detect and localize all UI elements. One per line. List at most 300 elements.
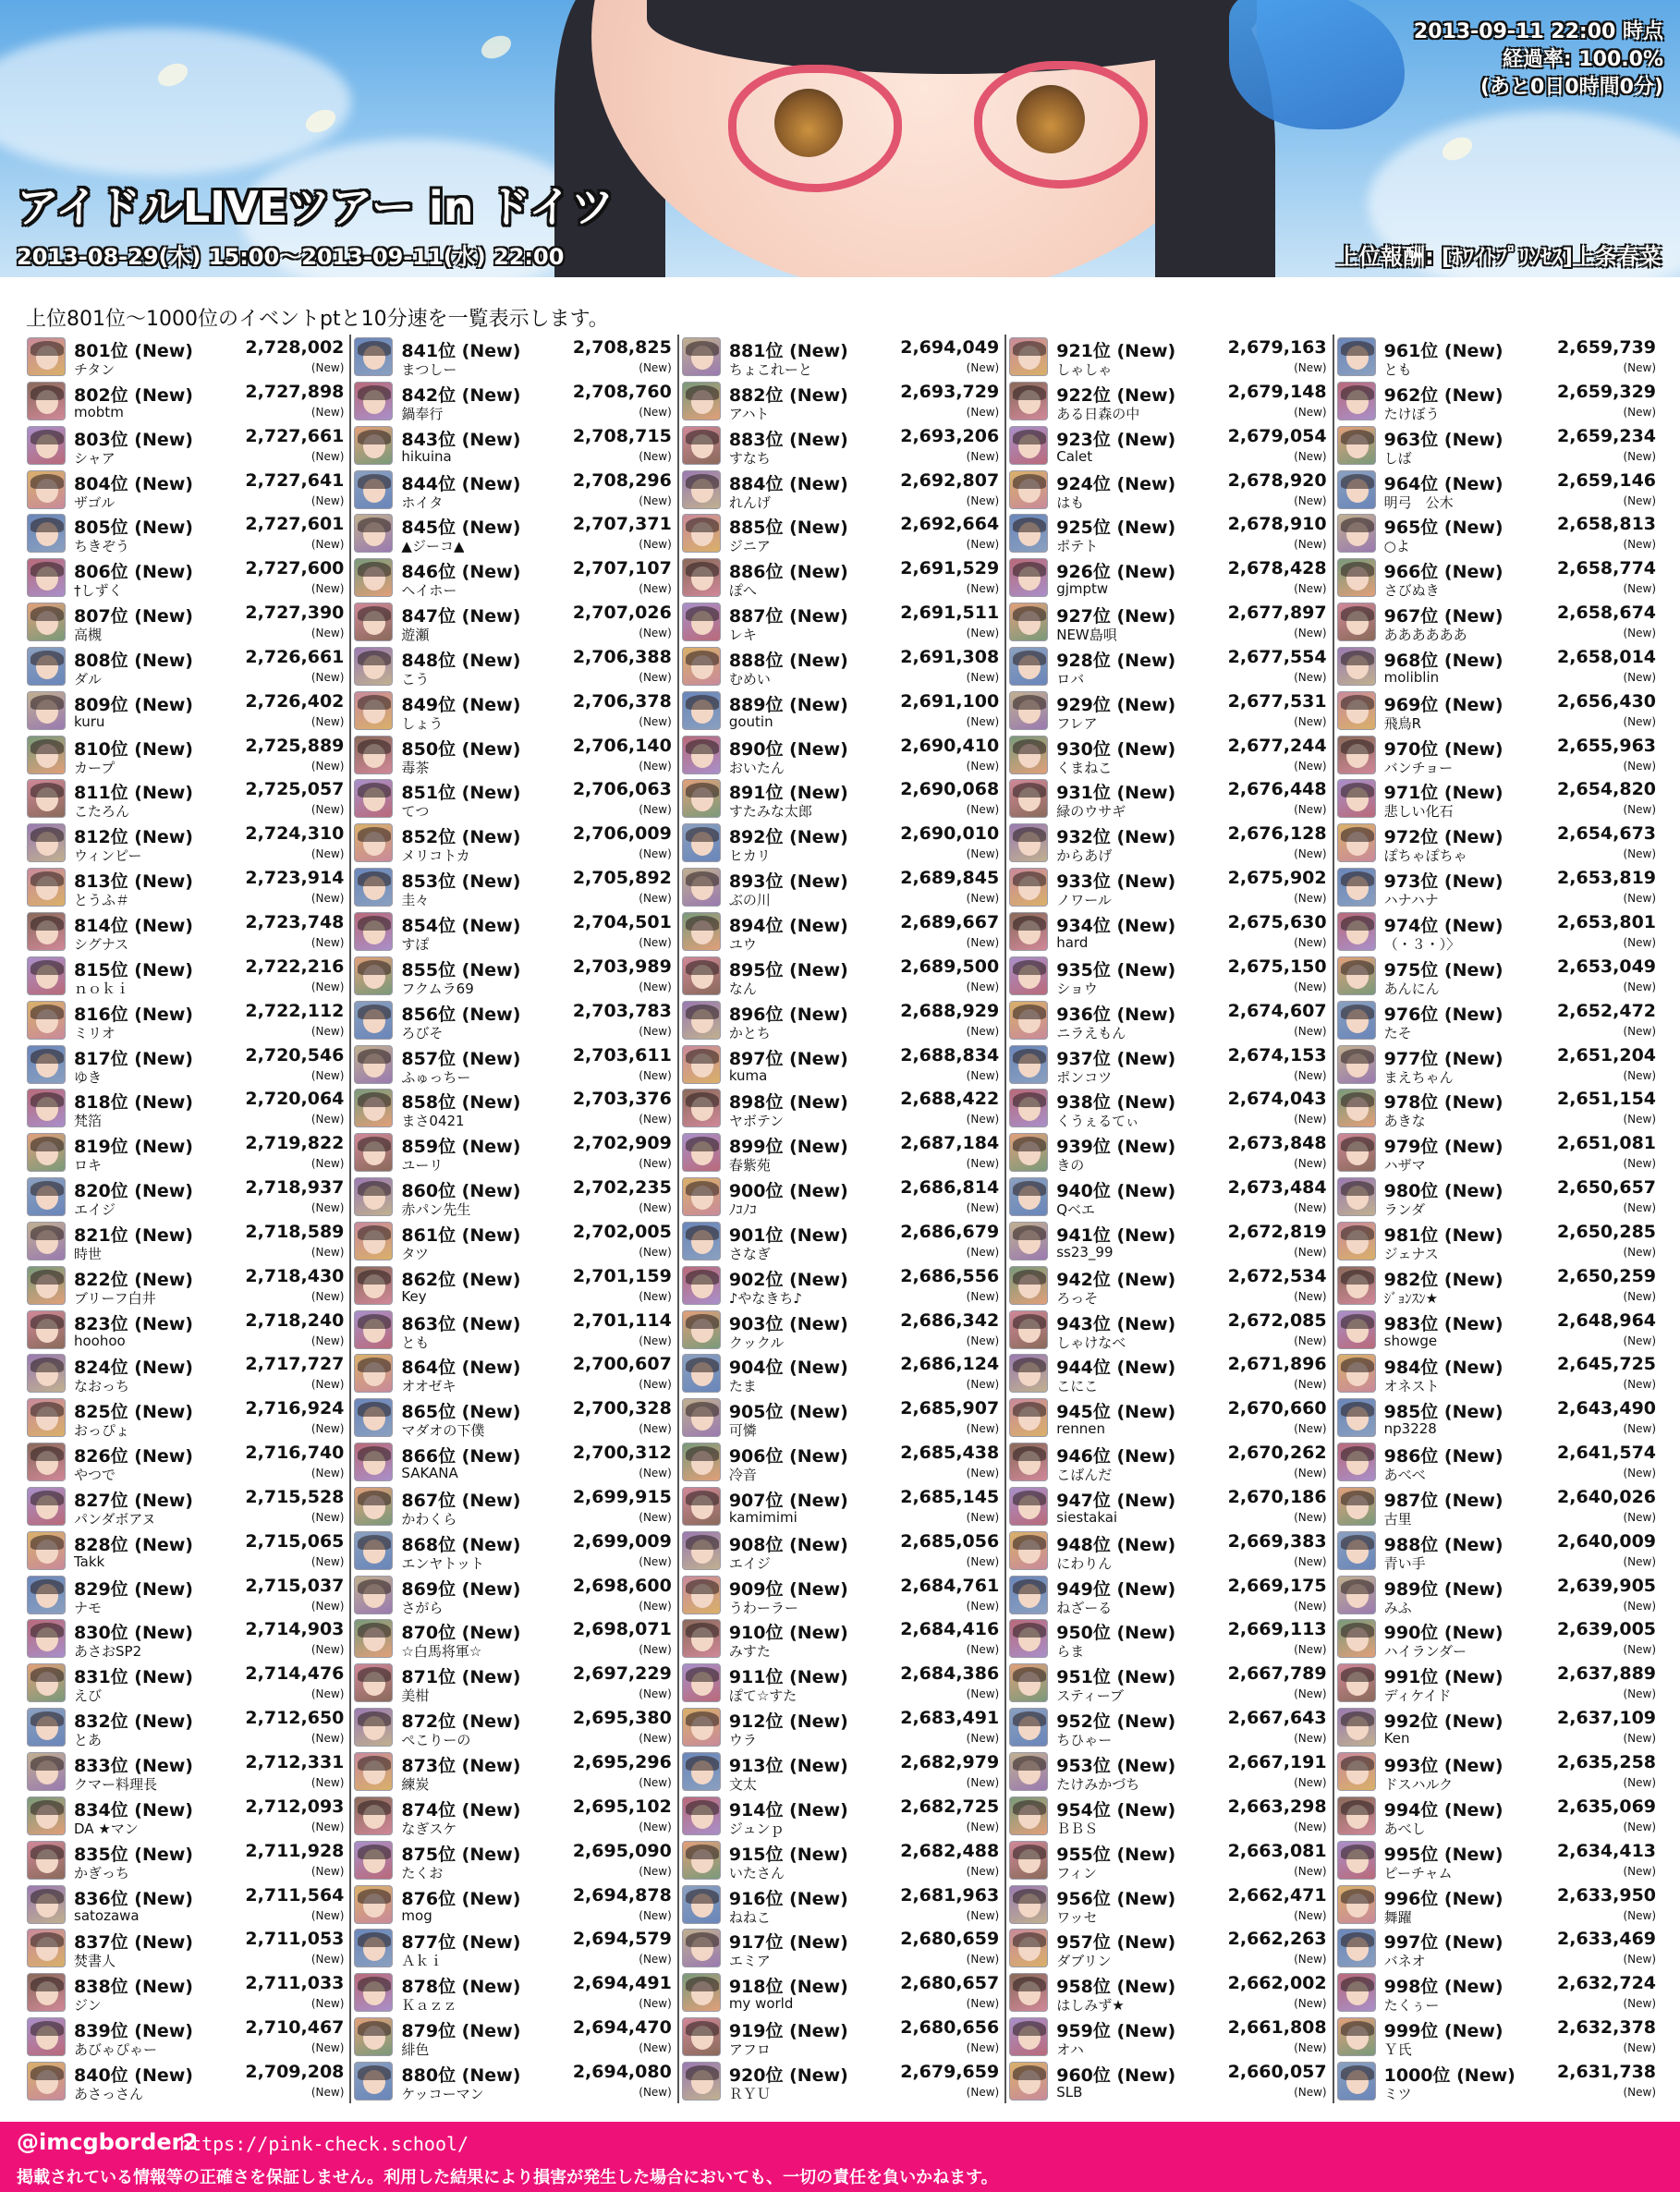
ranking-row bbox=[1334, 733, 1662, 777]
event-points: 2,702,005 bbox=[572, 1221, 672, 1242]
ten-minute-speed: (New) bbox=[310, 2041, 345, 2055]
ten-minute-speed: (New) bbox=[1294, 714, 1327, 728]
producer-name: ユウ bbox=[728, 935, 757, 953]
event-points: 2,633,950 bbox=[1557, 1884, 1657, 1906]
producer-name: こう bbox=[401, 670, 430, 688]
rank-label: 903位 (New) bbox=[728, 1313, 848, 1334]
rank-label: 921位 (New) bbox=[1056, 341, 1176, 361]
producer-name: カープ bbox=[74, 759, 116, 776]
ten-minute-speed: (New) bbox=[639, 847, 672, 861]
event-points: 2,659,329 bbox=[1557, 381, 1657, 402]
event-points: 2,723,914 bbox=[245, 868, 345, 889]
rank-label: 843位 (New) bbox=[401, 429, 521, 450]
rank-label: 920位 (New) bbox=[728, 2064, 848, 2086]
rank-label: 958位 (New) bbox=[1056, 1977, 1176, 1998]
rank-label: 892位 (New) bbox=[728, 827, 848, 848]
ranking-row bbox=[679, 1086, 1004, 1130]
rank-label: 987位 (New) bbox=[1383, 1490, 1503, 1511]
rank-label: 821位 (New) bbox=[74, 1224, 193, 1246]
ranking-row bbox=[24, 909, 349, 954]
ten-minute-speed: (New) bbox=[966, 803, 1000, 817]
ranking-row bbox=[1006, 423, 1332, 468]
event-points: 2,689,500 bbox=[900, 956, 1000, 977]
producer-name: ｼﾞｮﾝｽﾝ★ bbox=[1383, 1289, 1439, 1307]
producer-avatar bbox=[682, 1354, 721, 1393]
producer-name: パンダボアヌ bbox=[74, 1510, 156, 1528]
event-points: 2,678,910 bbox=[1227, 514, 1327, 535]
producer-avatar bbox=[1337, 2017, 1376, 2056]
producer-name: あさっさん bbox=[74, 2085, 144, 2102]
producer-name: ノワール bbox=[1056, 892, 1112, 909]
event-points: 2,672,085 bbox=[1227, 1309, 1327, 1331]
ranking-row bbox=[679, 1219, 1004, 1263]
rank-label: 801位 (New) bbox=[74, 341, 193, 361]
rank-label: 888位 (New) bbox=[728, 650, 848, 671]
event-points: 2,667,643 bbox=[1227, 1708, 1327, 1729]
ten-minute-speed: (New) bbox=[639, 1201, 672, 1215]
ranking-row bbox=[24, 1926, 349, 1970]
ten-minute-speed: (New) bbox=[1294, 1864, 1327, 1878]
ranking-row bbox=[679, 600, 1004, 644]
event-points: 2,670,262 bbox=[1227, 1443, 1327, 1464]
ranking-row bbox=[351, 1219, 676, 1263]
rank-label: 969位 (New) bbox=[1383, 694, 1503, 715]
producer-avatar bbox=[1009, 603, 1048, 641]
producer-avatar bbox=[682, 1133, 721, 1172]
producer-avatar bbox=[1337, 1354, 1376, 1393]
site-url-link[interactable]: https://pink-check.school/ bbox=[179, 2133, 469, 2155]
event-points: 2,698,071 bbox=[572, 1619, 672, 1640]
producer-avatar bbox=[682, 1708, 721, 1747]
rank-label: 842位 (New) bbox=[401, 384, 521, 406]
ten-minute-speed: (New) bbox=[1294, 892, 1327, 906]
ranking-row bbox=[1334, 1705, 1662, 1749]
ranking-row bbox=[1006, 511, 1332, 555]
producer-avatar bbox=[682, 337, 721, 376]
rank-label: 857位 (New) bbox=[401, 1048, 521, 1069]
ten-minute-speed: (New) bbox=[310, 493, 345, 507]
producer-avatar bbox=[682, 1443, 721, 1481]
producer-name: 焚書人 bbox=[74, 1953, 116, 1970]
ten-minute-speed: (New) bbox=[1294, 1068, 1327, 1082]
ten-minute-speed: (New) bbox=[1623, 670, 1657, 684]
event-points: 2,635,069 bbox=[1557, 1796, 1657, 1817]
producer-avatar bbox=[682, 603, 721, 641]
event-points: 2,631,738 bbox=[1557, 2061, 1657, 2082]
rank-label: 806位 (New) bbox=[74, 562, 193, 583]
ten-minute-speed: (New) bbox=[1294, 493, 1327, 507]
ten-minute-speed: (New) bbox=[310, 1467, 345, 1480]
rank-label: 846位 (New) bbox=[401, 562, 521, 583]
producer-avatar bbox=[27, 1266, 66, 1305]
ranking-row bbox=[24, 1263, 349, 1308]
event-points: 2,718,430 bbox=[245, 1265, 345, 1286]
producer-avatar bbox=[354, 1001, 393, 1040]
producer-name: とうふ＃ bbox=[74, 892, 130, 909]
event-points: 2,672,819 bbox=[1227, 1221, 1327, 1242]
event-points: 2,691,529 bbox=[900, 558, 1000, 579]
ten-minute-speed: (New) bbox=[1623, 803, 1657, 817]
producer-name: †しずく bbox=[74, 582, 123, 600]
ten-minute-speed: (New) bbox=[639, 980, 672, 993]
producer-name: ニラえもん bbox=[1056, 1024, 1126, 1041]
ten-minute-speed: (New) bbox=[310, 1554, 345, 1568]
ten-minute-speed: (New) bbox=[310, 1422, 345, 1436]
ranking-row bbox=[24, 1175, 349, 1219]
ranking-row bbox=[351, 600, 676, 644]
producer-name: ▲ジーコ▲ bbox=[401, 538, 465, 555]
ranking-row bbox=[24, 1838, 349, 1882]
producer-name: ねねこ bbox=[728, 1908, 771, 1926]
event-points: 2,701,114 bbox=[572, 1309, 672, 1331]
ranking-row bbox=[1334, 1528, 1662, 1573]
ranking-row bbox=[351, 1749, 676, 1794]
ranking-row bbox=[1006, 1705, 1332, 1749]
producer-avatar bbox=[1337, 1177, 1376, 1216]
producer-avatar bbox=[1009, 1133, 1048, 1172]
ten-minute-speed: (New) bbox=[1294, 1732, 1327, 1746]
producer-avatar bbox=[1337, 2062, 1376, 2101]
event-points: 2,694,470 bbox=[572, 2017, 672, 2039]
producer-avatar bbox=[354, 1177, 393, 1216]
event-points: 2,677,554 bbox=[1227, 646, 1327, 667]
producer-avatar bbox=[682, 426, 721, 465]
producer-avatar bbox=[27, 1752, 66, 1791]
producer-avatar bbox=[682, 1841, 721, 1880]
ten-minute-speed: (New) bbox=[310, 847, 345, 861]
ranking-row bbox=[679, 1395, 1004, 1440]
top-reward: 上位報酬: [ﾎﾜｲﾄﾌﾟﾘﾝｾｽ]上条春菜 bbox=[1336, 244, 1662, 270]
ten-minute-speed: (New) bbox=[310, 1245, 345, 1259]
ten-minute-speed: (New) bbox=[310, 1997, 345, 2011]
ranking-row bbox=[1006, 1440, 1332, 1484]
producer-avatar bbox=[1009, 1089, 1048, 1127]
ranking-row bbox=[1334, 1970, 1662, 2015]
producer-avatar bbox=[354, 1354, 393, 1393]
ranking-row bbox=[1334, 1042, 1662, 1087]
rank-label: 933位 (New) bbox=[1056, 871, 1176, 893]
ten-minute-speed: (New) bbox=[639, 1687, 672, 1701]
rank-label: 860位 (New) bbox=[401, 1181, 521, 1202]
ten-minute-speed: (New) bbox=[639, 2085, 672, 2099]
producer-name: ちひゃー bbox=[1056, 1732, 1113, 1749]
producer-avatar bbox=[27, 1973, 66, 2012]
producer-name: my world bbox=[728, 1995, 794, 2013]
rank-label: 919位 (New) bbox=[728, 2021, 848, 2042]
producer-avatar bbox=[354, 1487, 393, 1526]
rank-label: 951位 (New) bbox=[1056, 1667, 1176, 1688]
ten-minute-speed: (New) bbox=[310, 1333, 345, 1347]
producer-name: おっぴょ bbox=[74, 1422, 130, 1440]
producer-name: まつしー bbox=[401, 361, 457, 378]
ten-minute-speed: (New) bbox=[639, 627, 672, 640]
rank-label: 853位 (New) bbox=[401, 871, 521, 893]
producer-name: シグナス bbox=[74, 935, 129, 953]
producer-name: 可憐 bbox=[728, 1422, 757, 1440]
producer-avatar bbox=[1337, 647, 1376, 686]
producer-name: たま bbox=[728, 1378, 757, 1395]
ranking-row bbox=[351, 335, 676, 379]
producer-name: チタン bbox=[74, 361, 116, 378]
ten-minute-speed: (New) bbox=[1623, 1378, 1657, 1392]
ranking-row bbox=[679, 1661, 1004, 1705]
ranking-row bbox=[1006, 909, 1332, 954]
producer-name: メリコトカ bbox=[401, 847, 470, 865]
producer-name: 遊瀬 bbox=[401, 627, 430, 644]
ten-minute-speed: (New) bbox=[1623, 935, 1657, 949]
ranking-row bbox=[679, 1970, 1004, 2015]
producer-name: goutin bbox=[728, 712, 773, 730]
event-banner bbox=[0, 0, 1680, 277]
producer-name: やつで bbox=[74, 1467, 116, 1484]
ranking-row bbox=[351, 1970, 676, 2015]
ranking-row bbox=[24, 1219, 349, 1263]
ten-minute-speed: (New) bbox=[966, 1953, 1000, 1967]
rank-label: 835位 (New) bbox=[74, 1844, 193, 1865]
rank-label: 899位 (New) bbox=[728, 1137, 848, 1158]
producer-name: ディケイド bbox=[1383, 1687, 1452, 1705]
producer-name: しば bbox=[1383, 449, 1412, 467]
ten-minute-speed: (New) bbox=[310, 1908, 345, 1922]
producer-avatar bbox=[27, 382, 66, 420]
ranking-row bbox=[1006, 2059, 1332, 2103]
ranking-column bbox=[1006, 335, 1333, 2103]
event-points: 2,727,601 bbox=[245, 514, 345, 535]
producer-name: ＢＢＳ bbox=[1056, 1820, 1099, 1837]
producer-name: ダブリン bbox=[1056, 1953, 1112, 1970]
producer-name: あきな bbox=[1383, 1113, 1426, 1130]
rank-label: 991位 (New) bbox=[1383, 1667, 1503, 1688]
ranking-row bbox=[24, 1395, 349, 1440]
producer-name: シャア bbox=[74, 449, 116, 467]
producer-name: （・３・）〉 bbox=[1383, 935, 1461, 953]
producer-avatar bbox=[354, 691, 393, 730]
ten-minute-speed: (New) bbox=[1623, 361, 1657, 374]
producer-avatar bbox=[1009, 1443, 1048, 1481]
ten-minute-speed: (New) bbox=[310, 627, 345, 640]
rank-label: 925位 (New) bbox=[1056, 518, 1176, 539]
ranking-row bbox=[679, 1308, 1004, 1352]
producer-avatar bbox=[354, 1222, 393, 1260]
rank-label: 882位 (New) bbox=[728, 384, 848, 406]
rank-label: 974位 (New) bbox=[1383, 915, 1503, 936]
ranking-row bbox=[1006, 1484, 1332, 1528]
rank-label: 942位 (New) bbox=[1056, 1269, 1176, 1290]
producer-name: あさおSP2 bbox=[74, 1643, 142, 1661]
ten-minute-speed: (New) bbox=[966, 714, 1000, 728]
rank-label: 836位 (New) bbox=[74, 1888, 193, 1909]
ten-minute-speed: (New) bbox=[1623, 1953, 1657, 1967]
event-points: 2,656,430 bbox=[1557, 690, 1657, 712]
rank-label: 914位 (New) bbox=[728, 1799, 848, 1821]
ranking-row bbox=[1006, 1970, 1332, 2015]
event-points: 2,718,240 bbox=[245, 1309, 345, 1331]
rank-label: 928位 (New) bbox=[1056, 650, 1176, 671]
ranking-row bbox=[24, 954, 349, 998]
producer-avatar bbox=[682, 1266, 721, 1305]
ten-minute-speed: (New) bbox=[1623, 1245, 1657, 1259]
rank-label: 824位 (New) bbox=[74, 1358, 193, 1379]
producer-name: えび bbox=[74, 1687, 103, 1705]
rank-label: 833位 (New) bbox=[74, 1756, 193, 1776]
producer-avatar bbox=[682, 1752, 721, 1791]
ten-minute-speed: (New) bbox=[1294, 935, 1327, 949]
rank-label: 865位 (New) bbox=[401, 1402, 521, 1423]
ranking-row bbox=[351, 555, 676, 600]
ten-minute-speed: (New) bbox=[966, 493, 1000, 507]
producer-avatar bbox=[682, 868, 721, 907]
event-points: 2,728,002 bbox=[245, 337, 345, 358]
ten-minute-speed: (New) bbox=[966, 405, 1000, 419]
rank-label: 891位 (New) bbox=[728, 783, 848, 804]
ranking-row bbox=[679, 644, 1004, 688]
event-points: 2,650,285 bbox=[1557, 1221, 1657, 1242]
rank-label: 963位 (New) bbox=[1383, 429, 1503, 450]
rank-label: 970位 (New) bbox=[1383, 738, 1503, 760]
ten-minute-speed: (New) bbox=[310, 449, 345, 463]
ten-minute-speed: (New) bbox=[966, 1068, 1000, 1082]
event-points: 2,675,630 bbox=[1227, 911, 1327, 932]
ten-minute-speed: (New) bbox=[639, 1732, 672, 1746]
ranking-row bbox=[24, 1528, 349, 1573]
event-points: 2,686,679 bbox=[900, 1221, 1000, 1242]
rank-label: 807位 (New) bbox=[74, 606, 193, 627]
ten-minute-speed: (New) bbox=[966, 1643, 1000, 1657]
ten-minute-speed: (New) bbox=[1623, 847, 1657, 861]
producer-avatar bbox=[1337, 337, 1376, 376]
producer-name: バネオ bbox=[1383, 1953, 1426, 1970]
producer-avatar bbox=[1337, 1708, 1376, 1747]
ten-minute-speed: (New) bbox=[1294, 1953, 1327, 1967]
producer-avatar bbox=[27, 1001, 66, 1040]
ranking-row bbox=[351, 1175, 676, 1219]
ten-minute-speed: (New) bbox=[966, 935, 1000, 949]
ranking-row bbox=[1334, 821, 1662, 865]
event-points: 2,658,813 bbox=[1557, 514, 1657, 535]
producer-avatar bbox=[1009, 647, 1048, 686]
producer-name: エンヤトット bbox=[401, 1554, 484, 1572]
event-points: 2,643,490 bbox=[1557, 1398, 1657, 1419]
ranking-column bbox=[351, 335, 678, 2103]
ranking-row bbox=[679, 909, 1004, 954]
rank-label: 978位 (New) bbox=[1383, 1092, 1503, 1114]
ten-minute-speed: (New) bbox=[1294, 759, 1327, 773]
ranking-row bbox=[1334, 1484, 1662, 1528]
producer-name: Ｙ氏 bbox=[1383, 2041, 1412, 2059]
disclaimer-text: 掲載されている情報等の正確さを保証しません。利用した結果により損害が発生した場合においても、一切の責任を負いかねます。 bbox=[17, 2168, 998, 2187]
event-points: 2,692,807 bbox=[900, 469, 1000, 491]
producer-avatar bbox=[27, 823, 66, 862]
producer-avatar bbox=[354, 558, 393, 597]
event-points: 2,645,725 bbox=[1557, 1354, 1657, 1375]
producer-name: ダル bbox=[74, 670, 103, 688]
event-points: 2,670,186 bbox=[1227, 1486, 1327, 1507]
event-points: 2,694,579 bbox=[572, 1929, 672, 1950]
producer-name: れんげ bbox=[728, 493, 771, 511]
producer-avatar bbox=[1009, 382, 1048, 420]
event-points: 2,640,009 bbox=[1557, 1530, 1657, 1552]
producer-name: らま bbox=[1056, 1643, 1085, 1661]
ranking-row bbox=[679, 1926, 1004, 1970]
ten-minute-speed: (New) bbox=[1623, 1643, 1657, 1657]
event-points: 2,662,263 bbox=[1227, 1929, 1327, 1950]
producer-avatar bbox=[682, 956, 721, 995]
rank-label: 868位 (New) bbox=[401, 1534, 521, 1555]
producer-name: showge bbox=[1383, 1332, 1438, 1349]
event-points: 2,658,014 bbox=[1557, 646, 1657, 667]
producer-avatar bbox=[1337, 868, 1376, 907]
ranking-row bbox=[24, 1086, 349, 1130]
ten-minute-speed: (New) bbox=[966, 1820, 1000, 1833]
twitter-handle-link[interactable]: @imcgborder2 bbox=[17, 2129, 199, 2155]
event-points: 2,654,673 bbox=[1557, 823, 1657, 845]
ten-minute-speed: (New) bbox=[1623, 2085, 1657, 2099]
ten-minute-speed: (New) bbox=[639, 759, 672, 773]
rank-label: 945位 (New) bbox=[1056, 1402, 1176, 1423]
rank-label: 872位 (New) bbox=[401, 1711, 521, 1733]
producer-avatar bbox=[1337, 823, 1376, 862]
event-points: 2,691,308 bbox=[900, 646, 1000, 667]
rank-label: 820位 (New) bbox=[74, 1181, 193, 1202]
event-points: 2,671,896 bbox=[1227, 1354, 1327, 1375]
ranking-row bbox=[679, 423, 1004, 468]
producer-avatar bbox=[354, 1045, 393, 1084]
ten-minute-speed: (New) bbox=[966, 1864, 1000, 1878]
event-points: 2,726,661 bbox=[245, 646, 345, 667]
producer-avatar bbox=[1337, 1487, 1376, 1526]
ten-minute-speed: (New) bbox=[1623, 714, 1657, 728]
event-points: 2,718,589 bbox=[245, 1221, 345, 1242]
producer-name: 悲しい化石 bbox=[1383, 803, 1454, 821]
event-points: 2,720,546 bbox=[245, 1044, 345, 1066]
producer-avatar bbox=[682, 1487, 721, 1526]
ten-minute-speed: (New) bbox=[1294, 1422, 1327, 1436]
producer-name: むめい bbox=[728, 670, 771, 688]
producer-name: エイジ bbox=[728, 1554, 771, 1572]
ten-minute-speed: (New) bbox=[1623, 1201, 1657, 1215]
event-points: 2,684,386 bbox=[900, 1663, 1000, 1685]
ranking-row bbox=[1334, 1838, 1662, 1882]
rank-label: 831位 (New) bbox=[74, 1667, 193, 1688]
rank-label: 935位 (New) bbox=[1056, 959, 1176, 980]
rank-label: 830位 (New) bbox=[74, 1623, 193, 1644]
ten-minute-speed: (New) bbox=[966, 1113, 1000, 1126]
rank-label: 907位 (New) bbox=[728, 1490, 848, 1511]
rank-label: 825位 (New) bbox=[74, 1402, 193, 1423]
producer-avatar bbox=[27, 603, 66, 641]
rank-label: 838位 (New) bbox=[74, 1977, 193, 1998]
rank-label: 826位 (New) bbox=[74, 1446, 193, 1467]
ten-minute-speed: (New) bbox=[310, 538, 345, 552]
producer-avatar bbox=[354, 470, 393, 509]
ten-minute-speed: (New) bbox=[639, 1953, 672, 1967]
ten-minute-speed: (New) bbox=[639, 1510, 672, 1524]
producer-avatar bbox=[1009, 1576, 1048, 1614]
ten-minute-speed: (New) bbox=[639, 1378, 672, 1392]
producer-avatar bbox=[354, 868, 393, 907]
producer-avatar bbox=[1337, 1663, 1376, 1702]
event-points: 2,633,469 bbox=[1557, 1929, 1657, 1950]
ranking-row bbox=[24, 1794, 349, 1838]
ranking-row bbox=[1334, 909, 1662, 954]
rank-label: 841位 (New) bbox=[401, 341, 521, 361]
ranking-row bbox=[351, 1440, 676, 1484]
producer-avatar bbox=[682, 382, 721, 420]
event-points: 2,678,920 bbox=[1227, 469, 1327, 491]
event-points: 2,714,476 bbox=[245, 1663, 345, 1685]
producer-name: すたみな太郎 bbox=[728, 803, 812, 821]
producer-avatar bbox=[354, 1929, 393, 1967]
